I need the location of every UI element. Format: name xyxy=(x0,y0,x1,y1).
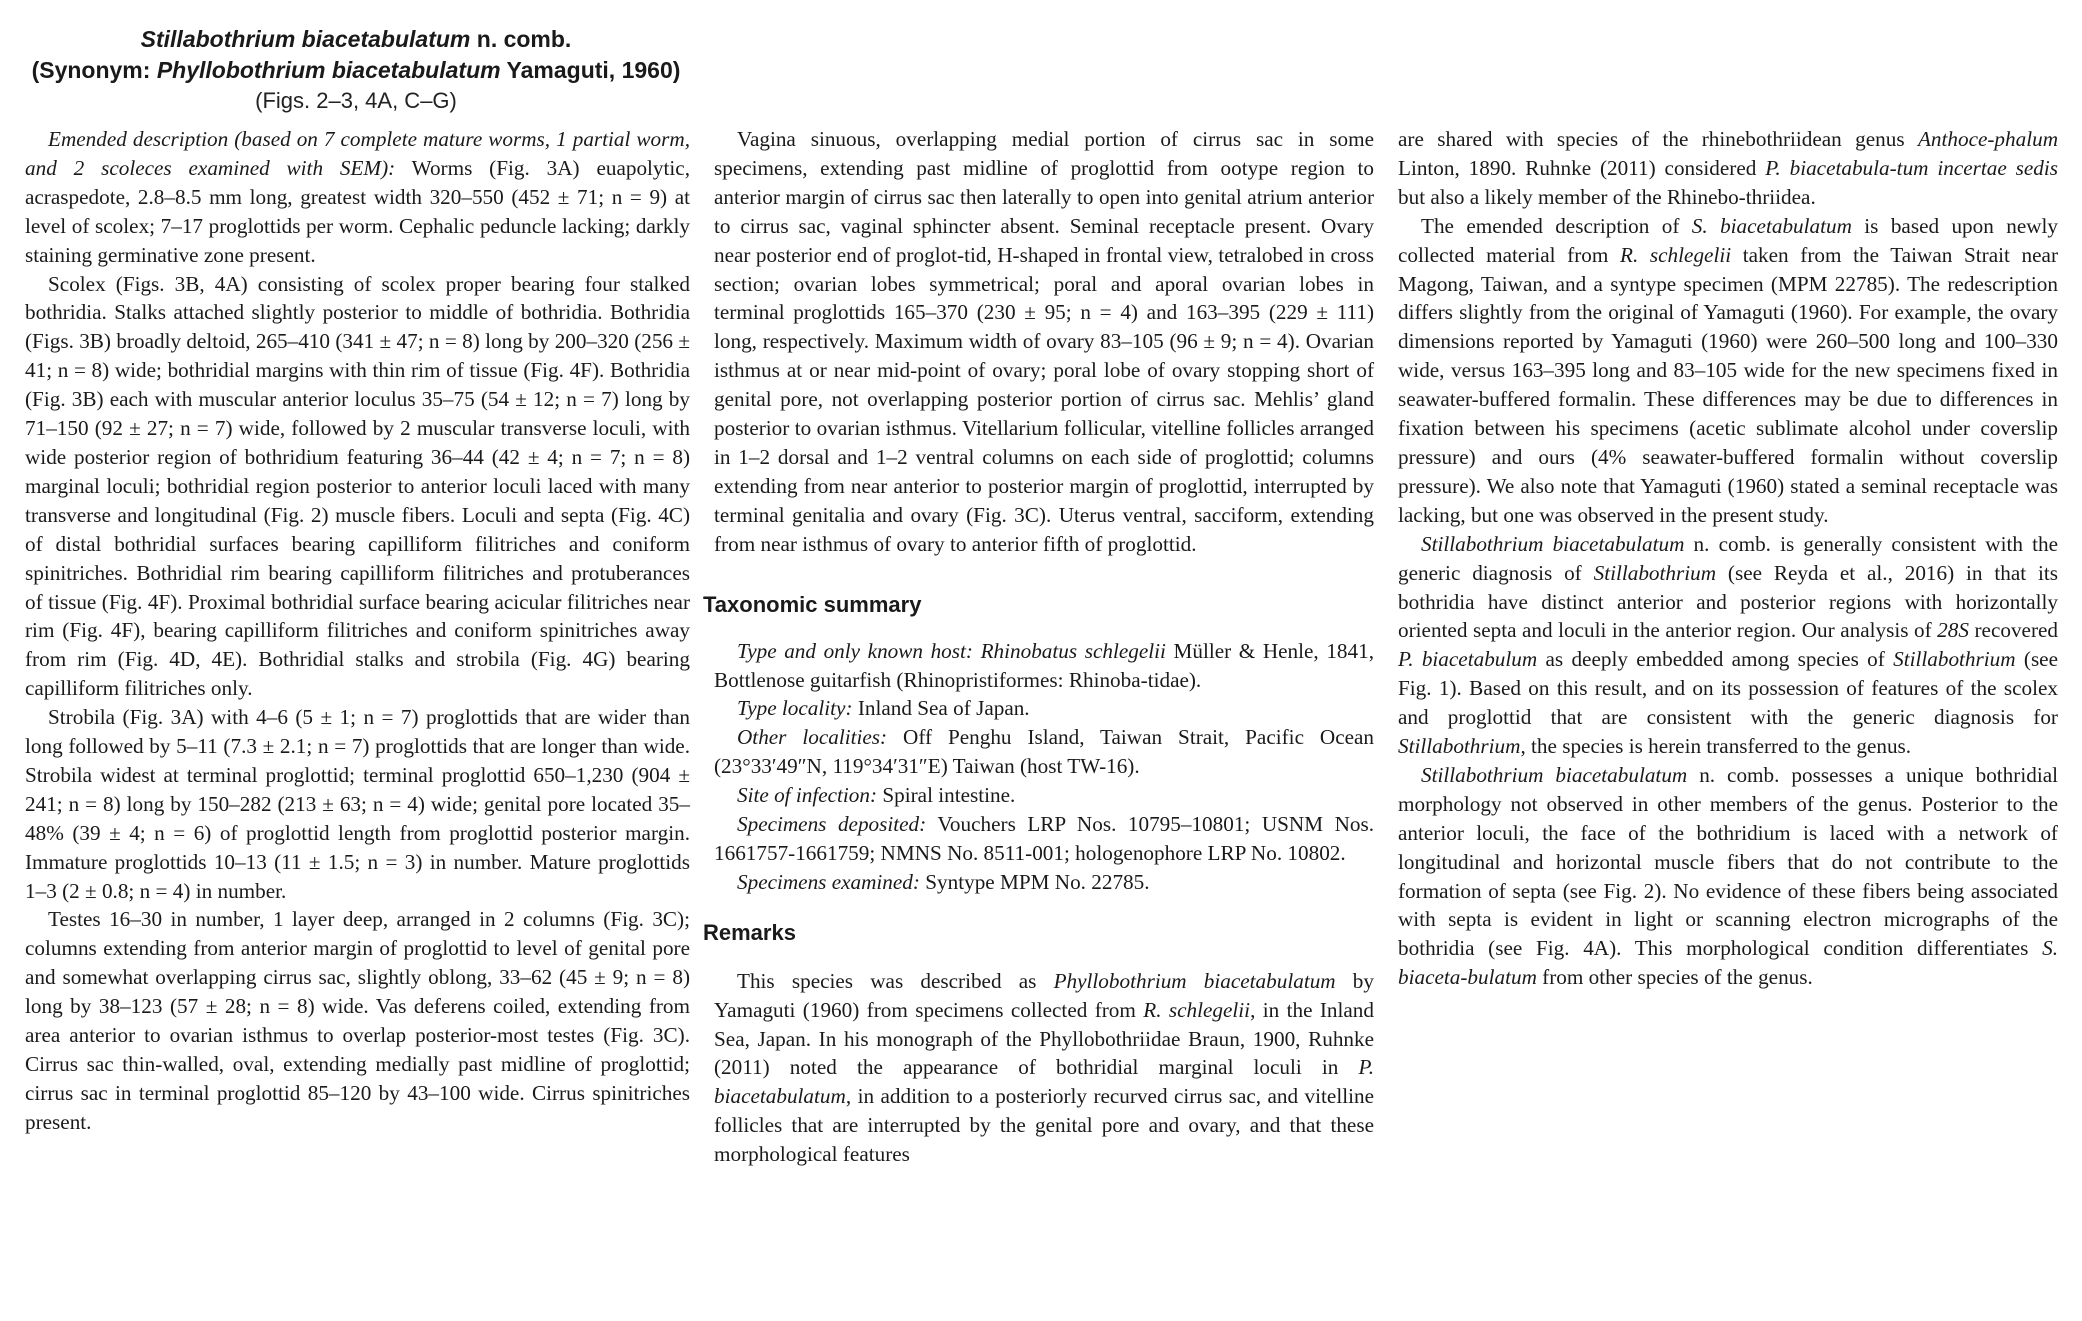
scolex-paragraph: Scolex (Figs. 3B, 4A) consisting of scolex proper bearing four stalked bothridia. Stalks attached slightly posterior to middle of bothridia. Bothridia (Figs. 3B) broadly deltoid, 265–410 (341 ± 47; n = 8) long by 200–320 (256 ± 41; n = 8) wide; bothridial margins with thin rim of tissue (Fig. 4F). Bothridia (Fig. 3B) each with muscular anterior loculus 35–75 (54 ± 12; n = 7) long by 71–150 (92 ± 27; n = 7) wide, followed by 2 muscular transverse loculi, with wide posterior region of bothridium featuring 36–44 (42 ± 4; n = 7; n = 8) marginal loculi; bothridial region posterior to anterior loculi laced with many transverse and longitudinal (Fig. 2) muscle fibers. Loculi and septa (Fig. 4C) of distal bothridial surfaces bearing capilliform filitriches and coniform spinitriches. Bothridial rim bearing capilliform filitriches and protuberances of tissue (Fig. 4F). Proximal bothridial surface bearing acicular filitriches near rim (Fig. 4F), bearing capilliform filitriches and coniform spinitriches away from rim (Fig. 4D, 4E). Bothridial stalks and strobila (Fig. 4G) bearing capilliform filitriches only. xyxy=(25,271,690,701)
column-2 xyxy=(703,125,1375,1169)
testes-paragraph: Testes 16–30 in number, 1 layer deep, arranged in 2 columns (Fig. 3C); columns extending from anterior margin of proglottid to level of genital pore and somewhat overlapping cirrus sac, slightly oblong, 33–62 (45 ± 9; n = 8) long by 38–123 (57 ± 28; n = 8) wide. Vas deferens coiled, extending from area anterior to ovarian isthmus to overlap posterior-most testes (Fig. 3C). Cirrus sac thin-walled, oval, extending medially past midline of proglottid; cirrus sac in terminal proglottid 85–120 by 43–100 wide. Cirrus spinitriches present. xyxy=(25,907,690,1134)
other-localities-entry: Other localities: Off Penghu Island, Taiwan Strait, Pacific Ocean (23°33′49″N, 119°34′31″E) Taiwan (host TW-16). xyxy=(714,725,1374,779)
emended-description-paragraph: Emended description (based on 7 complete mature worms, 1 partial worm, and 2 scoleces examined with SEM): Worms (Fig. 3A) euapolytic, acraspedote, 2.8–8.5 mm long, greatest width 320–550 (452 ± 71; n = 9) at level of scolex; 7–17 proglottids per worm. Cephalic peduncle lacking; darkly staining germinative zone present. xyxy=(25,127,690,267)
host-entry: Type and only known host: Rhinobatus schlegelii Müller & Henle, 1841, Bottlenose guitarfish (Rhinopristiformes: Rhinoba-tidae). xyxy=(714,638,1375,692)
remarks-continuation-paragraph: are shared with species of the rhinebothriidean genus Anthoce-phalum Linton, 1890. Ruhnke (2011) considered P. biacetabula-tum incertae sedis but also a likely member of the Rhinebo-thriidea. xyxy=(1398,127,2058,209)
generic-diagnosis-paragraph: Stillabothrium biacetabulatum n. comb. is generally consistent with the generic diagnosis of Stillabothrium (see Reyda et al., 2016) in that its bothridia have distinct anterior and posterior regions with horizontally oriented septa and loculi in the anterior region. Our analysis of 28S recovered P. biacetabulum as deeply embedded among species of Stillabothrium (see Fig. 1). Based on this result, and on its possession of features of the scolex and proglottid that are consistent with the generic diagnosis for Stillabothrium, the species is herein transferred to the genus. xyxy=(1398,531,2058,759)
type-locality-entry: Type locality: Inland Sea of Japan. xyxy=(737,696,1030,721)
species-header xyxy=(22,24,690,116)
vagina-paragraph: Vagina sinuous, overlapping medial portion of cirrus sac in some specimens, extending past midline of proglottid from ootype region to anterior margin of cirrus sac then laterally to open into genital atrium anterior to cirrus sac, vaginal sphincter absent. Seminal receptacle present. Ovary near posterior end of proglot-tid, H-shaped in frontal view, tetralobed in cross section; ovarian lobes symmetrical; poral and aporal ovarian lobes in terminal proglottids 165–370 (230 ± 95; n = 4) and 163–395 (229 ± 111) long, respectively. Maximum width of ovary 83–105 (96 ± 9; n = 4). Ovarian isthmus at or near mid-point of ovary; poral lobe of ovary stopping short of genital pore, not overlapping posterior portion of cirrus sac. Mehlis’ gland posterior to ovarian isthmus. Vitellarium follicular, vitelline follicles arranged in 1–2 dorsal and 1–2 ventral columns on each side of proglottid; columns extending from near anterior to posterior margin of proglottid, interrupted by terminal genitalia and ovary (Fig. 3C). Uterus ventral, sacciform, extending from near isthmus of ovary to anterior fifth of proglottid. xyxy=(714,127,1374,556)
synonym-name: Phyllobothrium biacetabulatum xyxy=(156,57,501,83)
species-name: Stillabothrium biacetabulatum xyxy=(140,26,471,52)
remarks-heading: Remarks xyxy=(703,919,796,945)
column-1 xyxy=(25,125,690,1137)
specimens-deposited-entry: Specimens deposited: Vouchers LRP Nos. 10795–10801; USNM Nos. 1661757-1661759; NMNS No. 8511-001; hologenophore LRP No. 10802. xyxy=(714,812,1375,865)
figure-references: (Figs. 2–3, 4A, C–G) xyxy=(255,88,457,113)
synonym-line: (Synonym: Phyllobothrium biacetabulatum Yamaguti, 1960) xyxy=(31,57,681,83)
remarks-paragraph: This species was described as Phyllobothrium biacetabulatum by Yamaguti (1960) from specimens collected from R. schlegelii, in the Inland Sea, Japan. In his monograph of the Phyllobothriidae Braun, 1900, Ruhnke (2011) noted the appearance of bothridial marginal loculi in P. biacetabulatum, in addition to a posteriorly recurved cirrus sac, and vitelline follicles that are interrupted by the genital pore and ovary, and that these morphological features xyxy=(714,968,1374,1167)
species-title: Stillabothrium biacetabulatum n. comb. xyxy=(140,26,572,52)
strobila-paragraph: Strobila (Fig. 3A) with 4–6 (5 ± 1; n = 7) proglottids that are wider than long followed by 5–11 (7.3 ± 2.1; n = 7) proglottids that are longer than wide. Strobila widest at terminal proglottid; terminal proglottid 650–1,230 (904 ± 241; n = 8) long by 150–282 (213 ± 63; n = 4) wide; genital pore located 35–48% (39 ± 4; n = 6) of proglottid length from proglottid posterior margin. Immature proglottids 10–13 (11 ± 1.5; n = 3) in number. Mature proglottids 1–3 (2 ± 0.8; n = 4) in number. xyxy=(25,705,690,903)
host-species: Rhinobatus schlegelii xyxy=(980,638,1166,663)
site-of-infection-entry: Site of infection: Spiral intestine. xyxy=(737,783,1016,808)
emended-description-basis-paragraph: The emended description of S. biacetabulatum is based upon newly collected material from R. schlegelii taken from the Taiwan Strait near Magong, Taiwan, and a syntype specimen (MPM 22785). The redescription differs slightly from the original of Yamaguti (1960). For example, the ovary dimensions reported by Yamaguti (1960) were 260–500 long and 100–330 wide, versus 163–395 long and 83–105 wide for the new specimens fixed in seawater-buffered formalin. These differences may be due to differences in fixation between his specimens (acetic sublimate alcohol under coverslip pressure) and ours (4% seawater-buffered formalin without coverslip pressure). We also note that Yamaguti (1960) stated a seminal receptacle was lacking, but one was observed in the present study. xyxy=(1398,213,2059,527)
specimens-examined-entry: Specimens examined: Syntype MPM No. 22785. xyxy=(737,869,1150,894)
emended-description-label: Emended description (based on 7 complete mature worms, 1 partial worm, and 2 scoleces examined with SEM): xyxy=(25,127,690,180)
column-3 xyxy=(1398,125,2058,992)
taxonomic-summary-heading: Taxonomic summary xyxy=(703,591,922,617)
unique-morphology-paragraph: Stillabothrium biacetabulatum n. comb. possesses a unique bothridial morphology not observed in other members of the genus. Posterior to the anterior loculi, the face of the bothridium is laced with a network of longitudinal and horizontal muscle fibers that do not contribute to the formation of septa (see Fig. 2). No evidence of these fibers being associated with septa is evident in light or scanning electron micrographs of the bothridia (see Fig. 4A). This morphological condition differentiates S. biaceta-bulatum from other species of the genus. xyxy=(1398,762,2058,990)
